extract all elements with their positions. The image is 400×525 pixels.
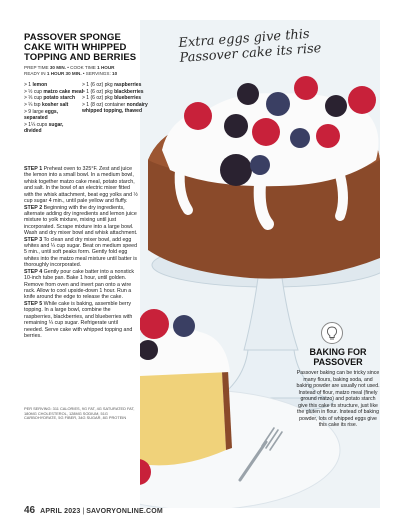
- step-text: Gently pour cake batter into a nonstick 10-inch tube pan. Bake 1 hour, until golden. Remove from oven and invert pan onto a wire rack. Allow to cool upside-down 1 hour. Run a knife around the edge to release the cake.: [24, 268, 135, 301]
- ingredient-name: sugar,: [48, 121, 64, 128]
- ingredient-name: potato starch: [43, 95, 75, 102]
- ingredient-name: blackberries: [114, 88, 144, 95]
- blackberry: [220, 154, 252, 186]
- step-text: To clean and dry mixer bowl, add egg whites and ¼ cup sugar. Beat on medium speed 5 min., until soft peaks form. Gently fold egg whites into the matzo meal mixture until batter is thoroughly incorporated.: [24, 236, 138, 269]
- cake-illustration: [140, 20, 380, 508]
- ingredient-item: [82, 82, 148, 88]
- raspberry: [294, 76, 318, 100]
- ingredient-column-left: [24, 82, 84, 134]
- ingredient-name: kosher salt: [41, 102, 69, 109]
- raspberry: [252, 118, 280, 146]
- blackberry: [325, 95, 347, 117]
- ingredient-name: blueberries: [114, 95, 142, 102]
- ingredient-column-right: [82, 82, 148, 115]
- step-label: STEP 3: [24, 236, 43, 243]
- ingredient-name: lemon: [32, 82, 48, 88]
- ingredient-item: [82, 102, 148, 114]
- photo-tagline: Extra eggs give this Passover cake its rise: [178, 26, 322, 66]
- cake-slice-crumb: [140, 372, 226, 465]
- ingredient-quantity: > 1 (8 oz) container: [82, 102, 126, 109]
- sidebar-title: BAKING FOR PASSOVER: [309, 347, 367, 367]
- ingredient-name: eggs,: [45, 108, 59, 115]
- raspberry: [316, 124, 340, 148]
- ingredient-note: separated: [24, 114, 48, 121]
- ingredient-item: [24, 102, 84, 108]
- recipe-title: PASSOVER SPONGE CAKE WITH WHIPPED TOPPING AND BERRIES: [24, 32, 137, 63]
- meta-line-1: PREP TIME 30 MIN. • COOK TIME 1 HOUR: [24, 65, 115, 70]
- ingredient-item: [24, 95, 84, 101]
- site-url: SAVORYONLINE.COM: [86, 508, 163, 515]
- ingredient-name: raspberries: [114, 82, 142, 88]
- step-text: Beginning with the dry ingredients, alternate adding dry ingredients and lemon juice mixture to yolk mixture, mixing until just incorporated. Scrape mixture into a large bowl. Wash and dry mixer bowl and whisk attachment.: [24, 204, 138, 237]
- recipe-step: [24, 166, 138, 205]
- raspberry: [140, 309, 169, 339]
- ingredient-item: [24, 122, 84, 134]
- ingredient-quantity: > 1¼ cups: [24, 121, 48, 128]
- sidebar-body: Passover baking can be tricky since many flours, baking soda, and baking powder are usually not used. Instead of flour, matzo meal (finely ground matzo) and potato starch give this cake its structure, just like the gluten in flour. Instead of baking powder, lots of whipped eggs give this cake its rise.: [296, 370, 380, 428]
- page-number: 46: [24, 505, 36, 516]
- cake-stand-stem: [244, 278, 298, 350]
- blueberry: [290, 128, 310, 148]
- ingredient-item: [24, 89, 84, 95]
- ingredient-item: [24, 82, 84, 88]
- issue-date: APRIL 2023: [40, 508, 81, 515]
- recipe-meta: [24, 65, 149, 76]
- blueberry: [266, 92, 290, 116]
- ingredient-quantity: > ¼ tsp: [24, 102, 41, 109]
- recipe-step: [24, 269, 138, 301]
- raspberry: [184, 102, 212, 130]
- step-label: STEP 5: [24, 300, 43, 307]
- ingredient-name: nondairy whipped topping, thawed: [82, 102, 148, 115]
- blackberry: [237, 83, 259, 105]
- step-label: STEP 1: [24, 166, 43, 172]
- step-text: Preheat oven to 325°F. Zest and juice the lemon into a small bowl. In a medium bowl, whisk together matzo cake meal, potato starch, and salt. In the bowl of an electric mixer fitted with the whisk attachment, beat egg yolks and ½ cup sugar 4 min., until pale yellow and fluffy.: [24, 166, 138, 205]
- step-text: While cake is baking, assemble berry topping. In a large bowl, combine the raspberries, blackberries, and blueberries with remaining ¼ cup sugar. Refrigerate until needed. Serve cake with whipped topping and berries.: [24, 300, 133, 339]
- meta-line-2: READY IN 1 HOUR 30 MIN. • SERVINGS: 10: [24, 70, 118, 76]
- blueberry: [250, 155, 270, 175]
- ingredient-quantity: > ½ cup: [24, 88, 42, 95]
- ingredient-quantity: > 1: [24, 82, 32, 88]
- blackberry: [224, 114, 248, 138]
- recipe-step: [24, 301, 138, 340]
- blueberry: [173, 315, 195, 337]
- recipe-step: [24, 237, 138, 269]
- ingredient-item: [82, 89, 148, 95]
- step-label: STEP 4: [24, 268, 43, 275]
- ingredient-note: divided: [24, 127, 42, 134]
- ingredient-quantity: > 9 large: [24, 108, 44, 115]
- raspberry: [348, 86, 376, 114]
- recipe-steps: [24, 166, 138, 339]
- cake-photo: [140, 20, 380, 508]
- ingredient-quantity: > 1 (6 oz) pkg: [82, 95, 113, 102]
- ingredient-quantity: > 1 (6 oz) pkg: [82, 88, 113, 95]
- ingredient-quantity: > 1 (6 oz) pkg: [82, 82, 113, 88]
- ingredient-item: [24, 109, 84, 121]
- ingredient-item: [82, 95, 148, 101]
- nutrition-info: PER SERVING: 311 CALORIES, 9G FAT, 4G SATURATED FAT, 180MG CHOLESTEROL, 128MG SODIUM, 51G CARBOHYDRATE, 5G FIBER, 34G SUGAR, 8G PROTEIN: [24, 406, 135, 421]
- ingredient-quantity: > ⅓ cup: [24, 95, 42, 102]
- recipe-step: [24, 205, 138, 237]
- lightbulb-icon: [321, 322, 343, 344]
- page-footer: 46 APRIL 2023 | SAVORYONLINE.COM: [24, 505, 163, 516]
- ingredient-name: matzo cake meal: [43, 88, 84, 95]
- step-label: STEP 2: [24, 204, 43, 211]
